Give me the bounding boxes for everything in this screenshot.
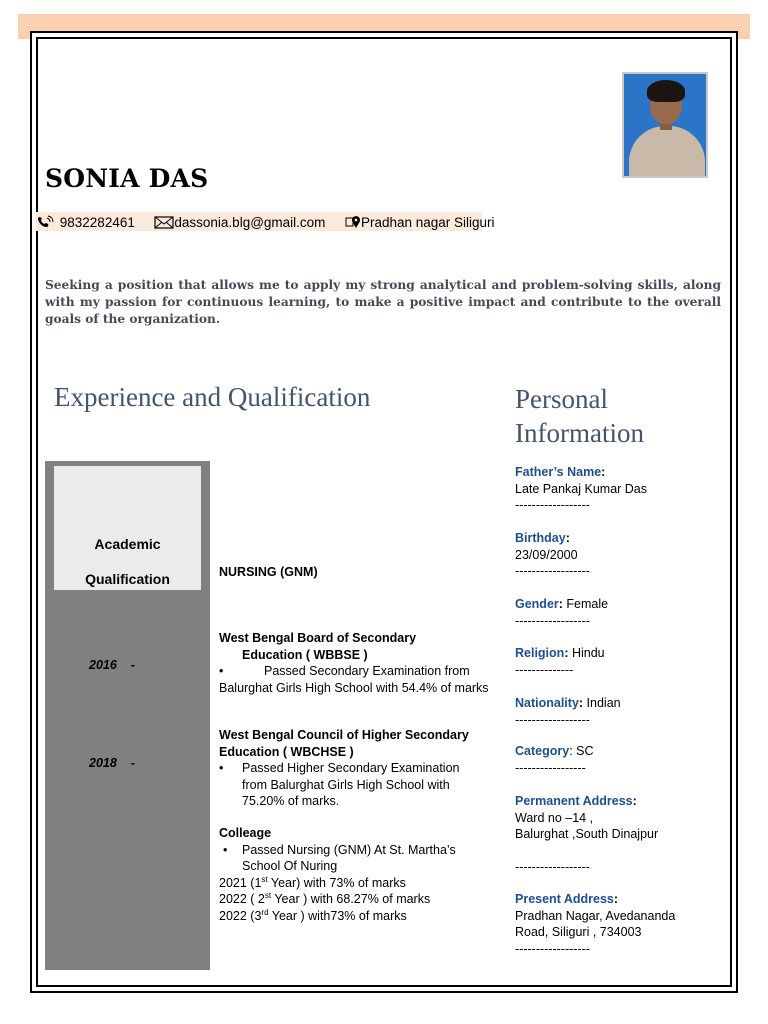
year-2016: 2016 - — [89, 658, 135, 672]
experience-heading: Experience and Qualification — [54, 382, 371, 412]
nursing-heading: NURSING (GNM) — [219, 565, 318, 579]
religion: Religion: Hindu -------------- — [515, 646, 605, 677]
personal-info-heading: Personal Information — [515, 384, 644, 448]
wbchse-entry: West Bengal Council of Higher Secondary Education ( WBCHSE ) • Passed Higher Secondary Examination from Balurghat Girls High School with 75.20% of marks. — [219, 728, 469, 808]
gender: Gender: Female ------------------ — [515, 597, 609, 628]
category: Category: SC ----------------- — [515, 744, 594, 775]
address-text: Pradhan nagar Siliguri — [360, 214, 495, 230]
academic-label-line2: Qualification — [85, 571, 170, 587]
candidate-name: SONIA DAS — [45, 164, 209, 193]
present-address: Present Address: Pradhan Nagar, Avedananda Road, Siliguri , 734003 ------------------ — [515, 892, 676, 956]
contact-line — [36, 212, 495, 231]
envelope-icon — [154, 216, 174, 229]
profile-photo — [622, 72, 708, 178]
permanent-address: Permanent Address: Ward no –14 , Balurghat ,South Dinajpur ------------------ — [515, 794, 659, 874]
nationality: Nationality: Indian ------------------ — [515, 696, 621, 727]
location-pin-icon — [345, 215, 361, 229]
phone-number: 9832282461 — [59, 214, 135, 230]
academic-label-line1: Academic — [94, 536, 161, 552]
year-2018: 2018 - — [89, 756, 135, 770]
phone-icon — [36, 215, 56, 229]
college-entry: Colleage • Passed Nursing (GNM) At St. Martha’s School Of Nuring 2021 (1st Year) with 73% of marks 2022 ( 2st Year ) with 68.27% of marks 2022 (3rd Year ) with73% of marks — [219, 826, 456, 923]
email-address: dassonia.blg@gmail.com — [174, 214, 326, 230]
wbbse-entry: West Bengal Board of Secondary Education ( WBBSE ) • Passed Secondary Examination from Balurghat Girls High School with 54.4% of marks — [219, 631, 489, 695]
career-objective: Seeking a position that allows me to apply my strong analytical and problem-solving skills, along with my passion for continuous learning, to make a positive impact and contribute to the overall goals of the organization. — [45, 278, 721, 326]
birthday: Birthday: 23/09/2000 ------------------ — [515, 531, 590, 578]
father-name: Father’s Name: Late Pankaj Kumar Das ------------------ — [515, 465, 648, 512]
